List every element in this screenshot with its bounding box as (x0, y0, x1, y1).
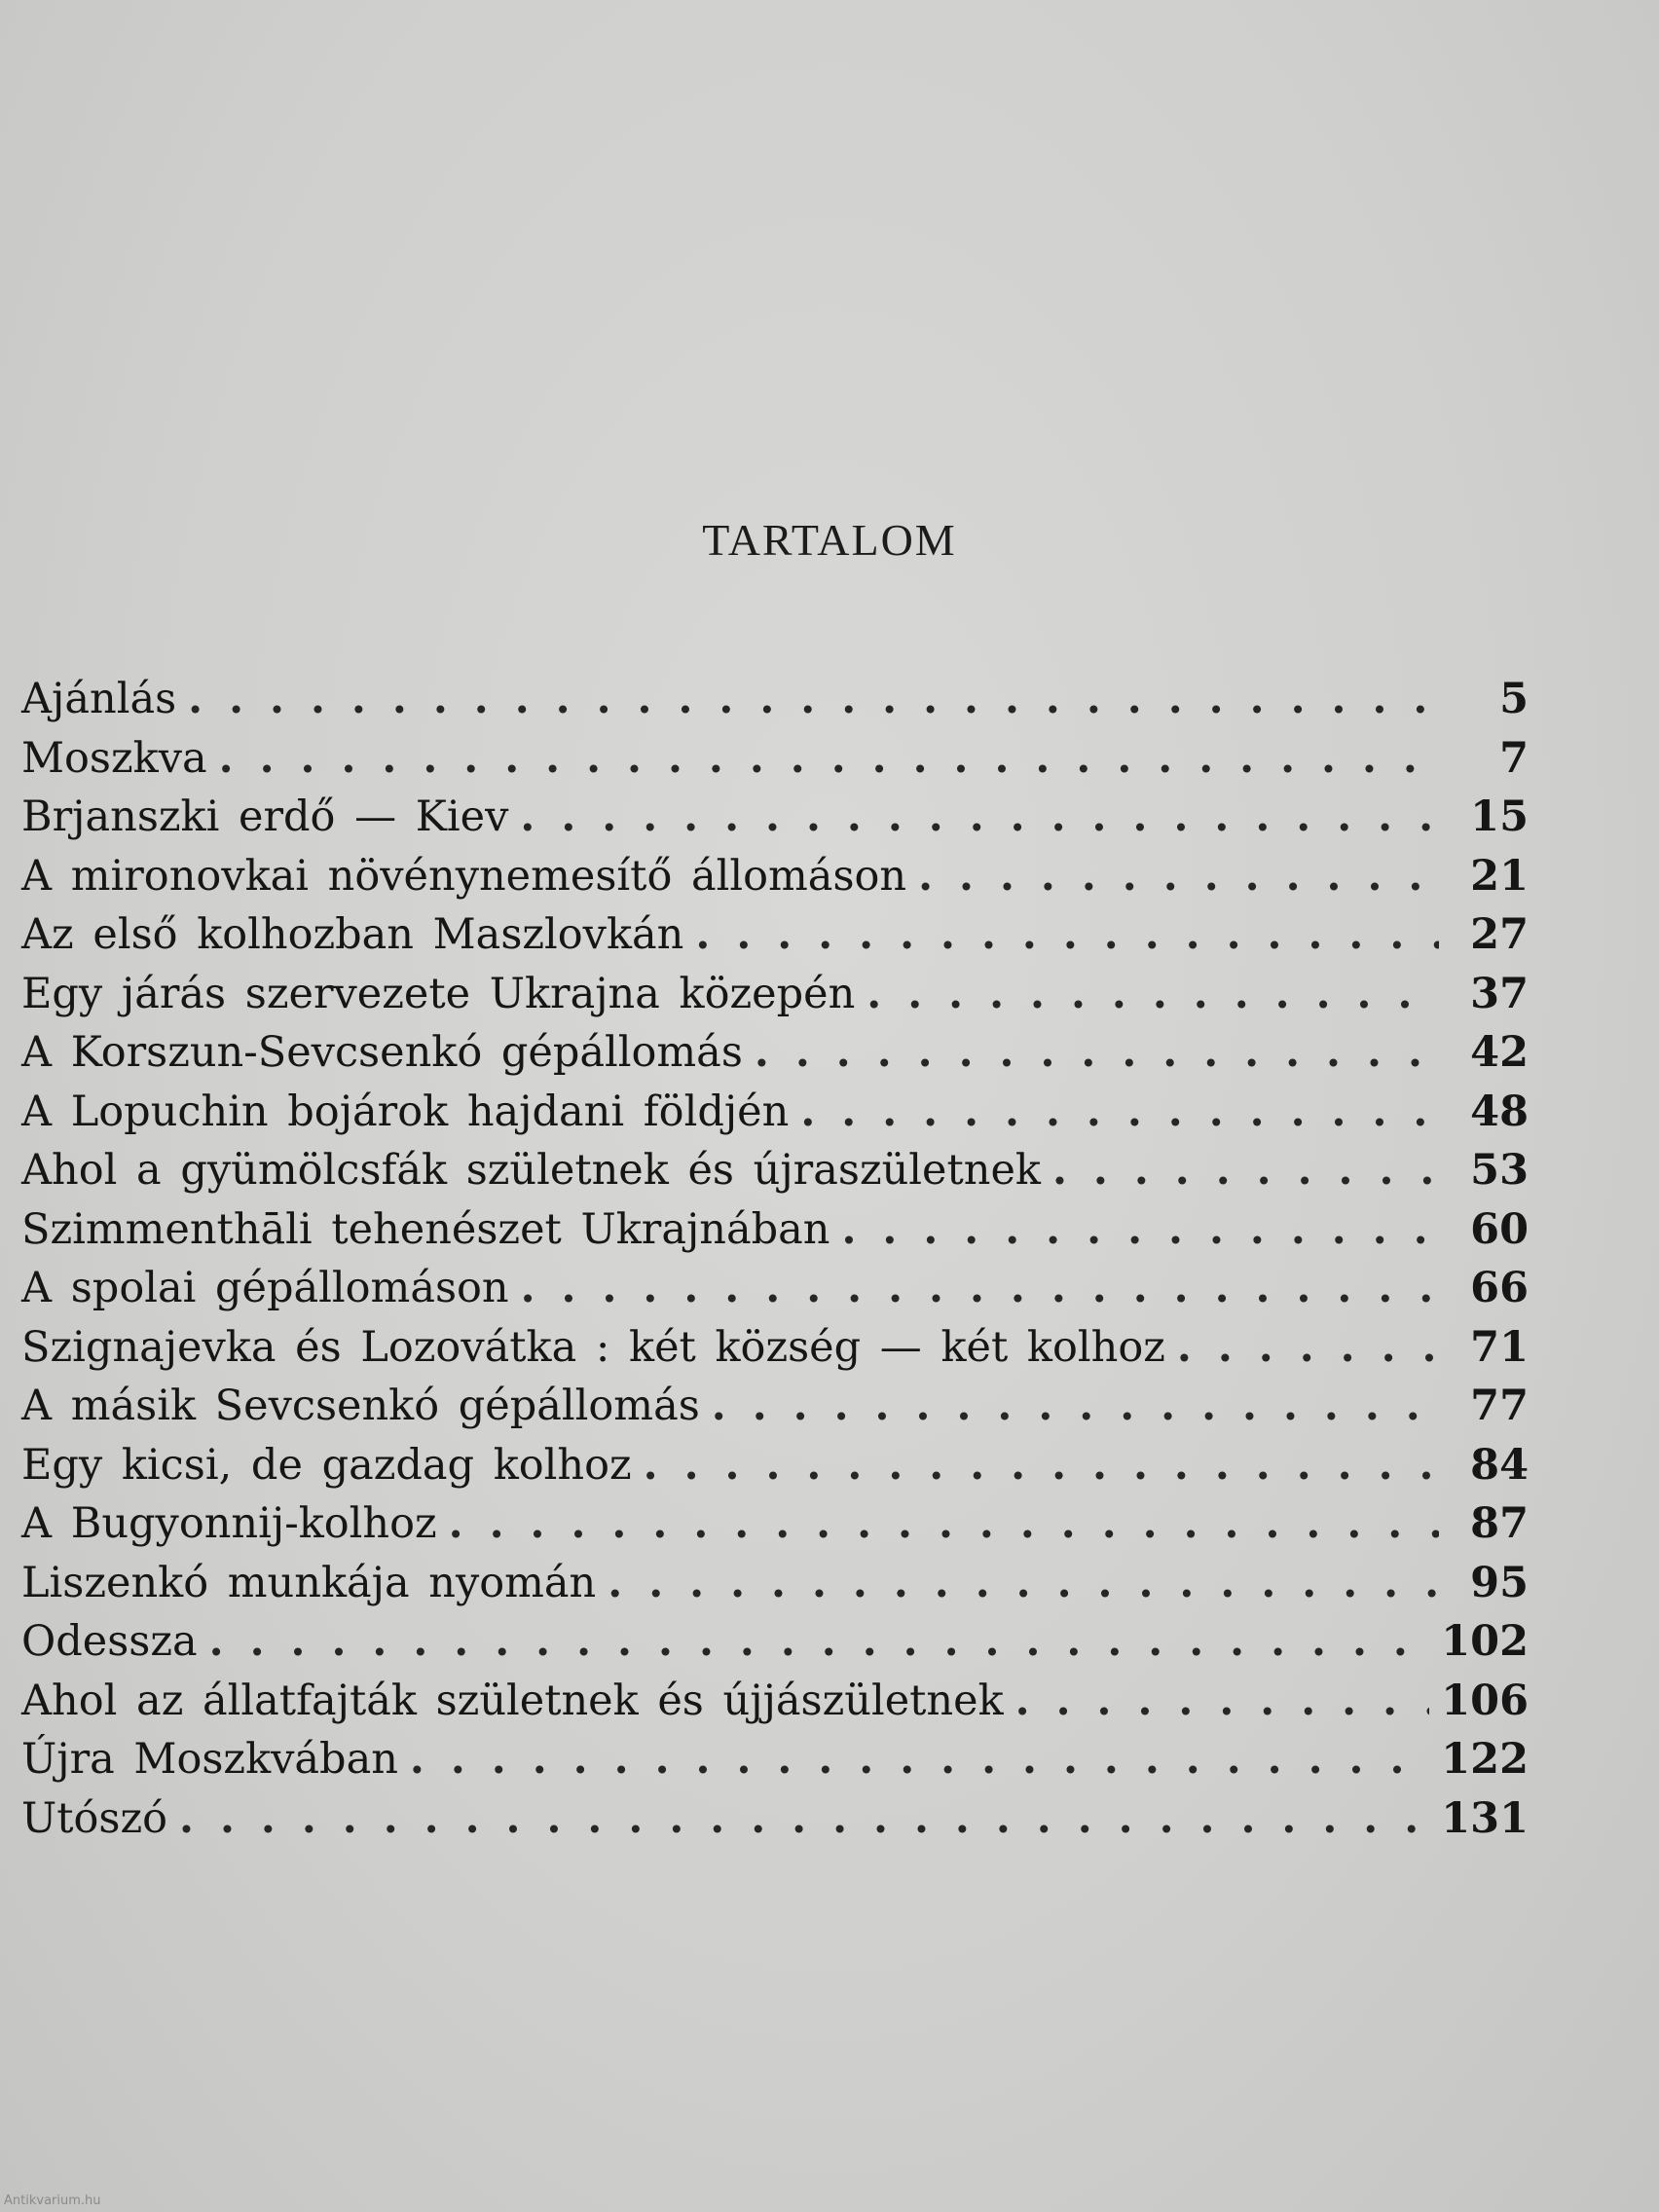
toc-entry-title: A másik Sevcsenkó gépállomás (21, 1382, 700, 1430)
toc-page-number: 106 (1441, 1676, 1529, 1725)
toc-page-number: 102 (1441, 1617, 1529, 1666)
toc-entry-title: A Bugyonnij-kolhoz (21, 1499, 437, 1548)
toc-entry-title: Az első kolhozban Maszlovkán (21, 910, 684, 959)
toc-entry-title: Szimmenthāli tehenészet Ukrajnában (21, 1204, 830, 1254)
toc-entry-title: Újra Moszkvában (21, 1735, 398, 1784)
toc-entry (21, 1200, 1529, 1260)
toc-entry (21, 670, 1529, 729)
toc-entry (21, 965, 1529, 1024)
toc-entry-title: Moszkva (21, 733, 207, 783)
toc-entry (21, 1554, 1529, 1613)
dot-leader (449, 1494, 1439, 1553)
toc-entry-title: A Lopuchin bojárok hajdani földjén (21, 1087, 790, 1136)
dot-leader (410, 1730, 1429, 1788)
toc-entry-title: Utószó (21, 1793, 168, 1843)
dot-leader (521, 1259, 1439, 1317)
toc-page-number: 87 (1470, 1499, 1529, 1548)
toc-entry (21, 729, 1529, 789)
table-of-contents (21, 670, 1529, 1848)
toc-page-number: 5 (1499, 675, 1529, 723)
toc-page-number: 122 (1441, 1735, 1529, 1784)
dot-leader (866, 965, 1439, 1023)
toc-entry-title: Szignajevka és Lozovátka : két község — két kolhoz (21, 1322, 1165, 1372)
toc-entry (21, 1730, 1529, 1789)
dot-leader (179, 1789, 1429, 1848)
dot-leader (209, 1612, 1430, 1671)
dot-leader (841, 1200, 1439, 1259)
toc-entry-title: Egy kicsi, de gazdag kolhoz (21, 1440, 632, 1490)
toc-page-number: 42 (1470, 1028, 1529, 1077)
dot-leader (695, 905, 1439, 964)
toc-entry-title: Ahol a gyümölcsfák születnek és újraszületnek (21, 1146, 1041, 1195)
toc-entry (21, 1789, 1529, 1849)
toc-entry-title: Egy járás szervezete Ukrajna közepén (21, 969, 856, 1018)
dot-leader (1177, 1318, 1439, 1377)
dot-leader (219, 729, 1439, 788)
dot-leader (918, 847, 1439, 905)
dot-leader (520, 788, 1439, 846)
toc-page-number: 60 (1470, 1204, 1529, 1254)
toc-entry (21, 1141, 1529, 1200)
dot-leader (188, 670, 1439, 728)
toc-entry (21, 1436, 1529, 1495)
toc-page-number: 7 (1499, 733, 1529, 783)
toc-entry-title: Odessza (21, 1617, 198, 1666)
toc-entry (21, 1494, 1529, 1554)
toc-page-number: 21 (1470, 851, 1529, 901)
dot-leader (608, 1554, 1439, 1612)
toc-entry (21, 1083, 1529, 1142)
toc-entry-title: Ahol az állatfajták születnek és újjászületnek (21, 1676, 1004, 1725)
toc-entry-title: A spolai gépállomáson (21, 1264, 509, 1312)
toc-entry (21, 1023, 1529, 1083)
toc-entry (21, 1318, 1529, 1378)
watermark-text: Antikvarium.hu (4, 2194, 101, 2208)
toc-entry-title: Ajánlás (21, 675, 177, 723)
dot-leader (1052, 1141, 1439, 1199)
toc-page-number: 27 (1470, 910, 1529, 959)
toc-page-number: 15 (1470, 793, 1529, 841)
toc-entry-title: Liszenkó munkája nyomán (21, 1558, 597, 1607)
toc-entry-title: Brjanszki erdő — Kiev (21, 793, 509, 841)
dot-leader (712, 1377, 1439, 1435)
toc-page-number: 53 (1470, 1146, 1529, 1195)
page-title: TARTALOM (702, 515, 957, 565)
dot-leader (800, 1083, 1439, 1141)
toc-page-number: 48 (1470, 1087, 1529, 1136)
toc-entry-title: A Korszun-Sevcsenkó gépállomás (21, 1028, 743, 1077)
toc-entry (21, 1259, 1529, 1318)
dot-leader (644, 1436, 1439, 1494)
toc-page-number: 84 (1470, 1440, 1529, 1490)
dot-leader (755, 1023, 1439, 1082)
toc-page-number: 77 (1470, 1382, 1529, 1430)
toc-entry (21, 847, 1529, 906)
toc-entry (21, 1612, 1529, 1672)
toc-entry (21, 905, 1529, 965)
toc-entry (21, 788, 1529, 847)
toc-page-number: 95 (1470, 1558, 1529, 1607)
toc-entry-title: A mironovkai növénynemesítő állomáson (21, 851, 907, 901)
toc-page-number: 131 (1441, 1793, 1529, 1843)
toc-page-number: 71 (1470, 1322, 1529, 1372)
toc-page-number: 66 (1470, 1264, 1529, 1312)
toc-entry (21, 1377, 1529, 1436)
toc-entry (21, 1672, 1529, 1731)
toc-page-number: 37 (1470, 969, 1529, 1018)
dot-leader (1015, 1672, 1430, 1730)
